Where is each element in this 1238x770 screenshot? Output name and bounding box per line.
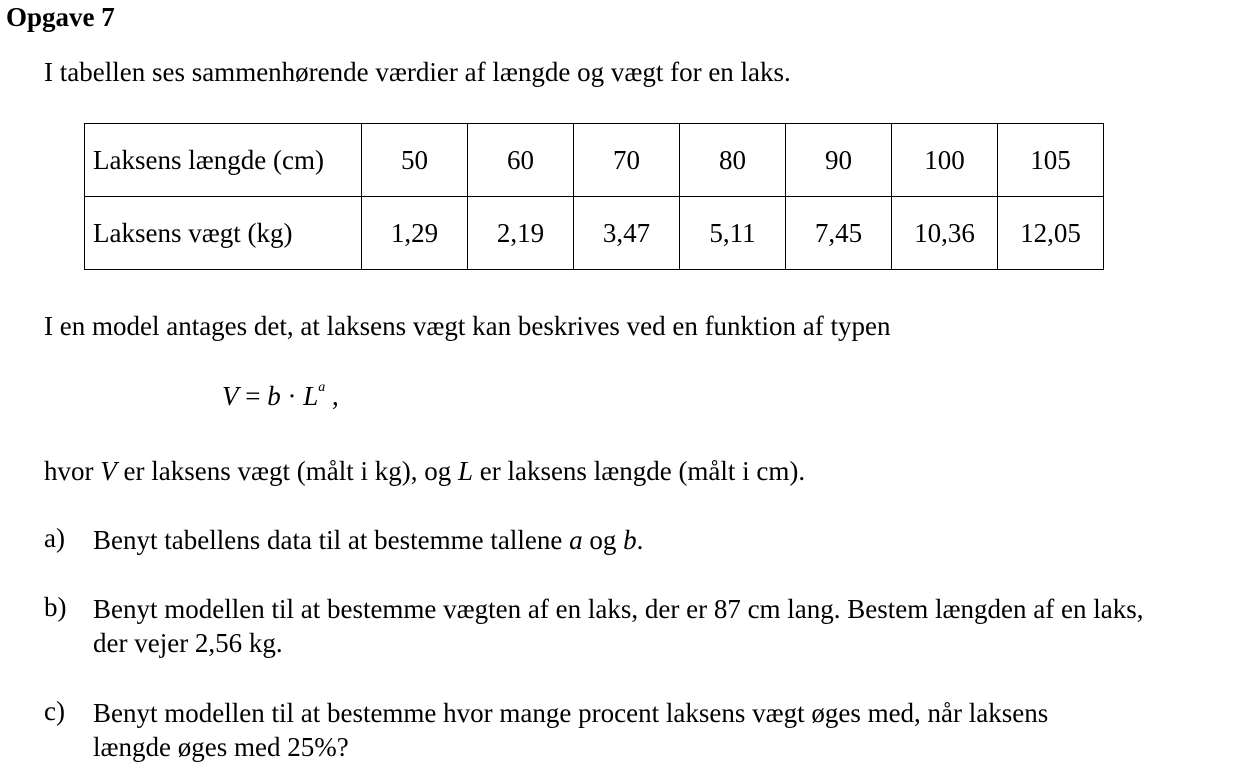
- table-cell: 1,29: [362, 197, 468, 270]
- table-cell: 7,45: [786, 197, 892, 270]
- question-part: og: [582, 525, 624, 555]
- table-cell: 105: [998, 124, 1104, 197]
- formula-comma: ,: [325, 381, 339, 411]
- formula-dot: ·: [280, 381, 304, 411]
- question-var-a: a: [569, 525, 583, 555]
- row-header-length: Laksens længde (cm): [85, 124, 362, 197]
- definition-var-l: L: [457, 456, 473, 486]
- question-part: .: [636, 525, 644, 555]
- table-cell: 80: [680, 124, 786, 197]
- table-row-length: [85, 124, 1104, 197]
- question-var-b: b: [623, 525, 637, 555]
- data-table: [84, 123, 1104, 270]
- table-cell: 70: [574, 124, 680, 197]
- page-title: Opgave 7: [6, 2, 115, 32]
- question-label: a): [44, 523, 65, 553]
- question-part: Benyt tabellens data til at bestemme tallene: [93, 525, 570, 555]
- table-cell: 3,47: [574, 197, 680, 270]
- table-cell: 60: [468, 124, 574, 197]
- intro-text: I tabellen ses sammenhørende værdier af længde og vægt for en laks.: [44, 57, 791, 87]
- question-label: c): [44, 696, 65, 726]
- table-cell: 50: [362, 124, 468, 197]
- model-formula: [222, 381, 339, 412]
- table-cell: 90: [786, 124, 892, 197]
- formula-var-l: L: [303, 381, 319, 411]
- table-cell: 10,36: [892, 197, 998, 270]
- table-row-weight: [85, 197, 1104, 270]
- formula-var-b: b: [267, 381, 281, 411]
- table-cell: 5,11: [680, 197, 786, 270]
- definition-part: er laksens vægt (målt i kg), og: [116, 456, 458, 486]
- formula-exponent-a: a: [318, 380, 326, 395]
- formula-equals: =: [238, 381, 268, 411]
- definition-part: hvor: [44, 456, 101, 486]
- model-text: I en model antages det, at laksens vægt kan beskrives ved en funktion af typen: [44, 311, 891, 341]
- question-label: b): [44, 592, 67, 622]
- definition-var-v: V: [100, 456, 117, 486]
- table-cell: 2,19: [468, 197, 574, 270]
- definition-text: [44, 456, 805, 487]
- table-cell: 12,05: [998, 197, 1104, 270]
- question-text: Benyt modellen til at bestemme hvor mange procent laksens vægt øges med, når laksens længde øges med 25%?: [93, 698, 1049, 762]
- row-header-weight: Laksens vægt (kg): [85, 197, 362, 270]
- question-text: Benyt modellen til at bestemme vægten af en laks, der er 87 cm lang. Bestem længden af en laks, der vejer 2,56 kg.: [93, 594, 1144, 658]
- definition-part: er laksens længde (målt i cm).: [472, 456, 806, 486]
- table-cell: 100: [892, 124, 998, 197]
- question-text: [93, 523, 1183, 557]
- formula-var-v: V: [222, 381, 239, 411]
